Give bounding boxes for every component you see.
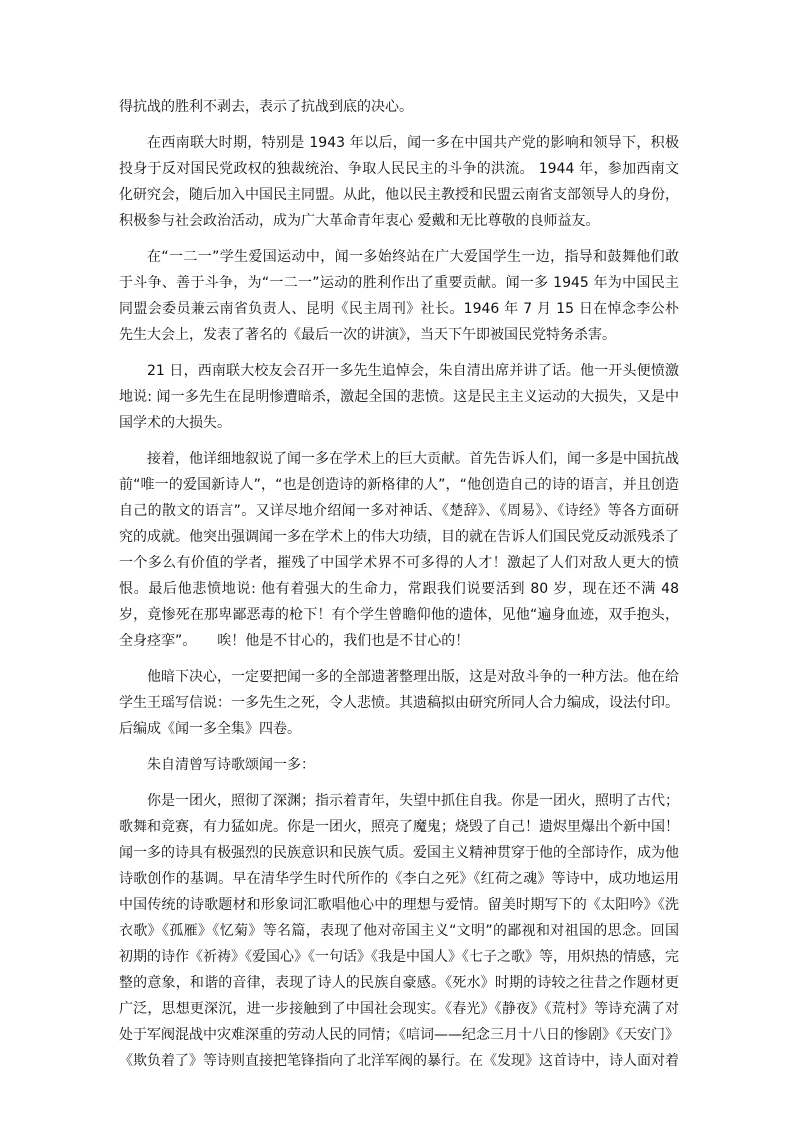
paragraph-complete-works: 他暗下决心，一定要把闻一多的全部遗著整理出版，这是对敌斗争的一种方法。他在给学生王瑶写信说：一多先生之死，令人悲愤。其遗稿拟由研究所同人合力编成，设法付印。后编成《闻一多全集》四卷。 (119, 669, 679, 737)
paragraph-poem-intro: 朱自清曾写诗歌颂闻一多： (147, 757, 315, 773)
paragraph-december-first-movement: 在“一二一”学生爱国运动中，闻一多始终站在广大爱国学生一边，指导和鼓舞他们敢于斗争、善于斗争，为“一二一”运动的胜利作出了重要贡献。闻一多 1945 年为中国民主同盟会委员兼云南省负责人、昆明《民主周刊》社长。1946 年 7 月 15 日在悼念李公朴先生大会上，发表了著名的《最后一次的讲演》，当天下午即被国民党特务杀害。 (119, 249, 679, 343)
document-body (119, 94, 679, 1084)
paragraph-southwest-associated-university: 在西南联大时期，特别是 1943 年以后，闻一多在中国共产党的影响和领导下，积极投身于反对国民党政权的独裁统治、争取人民民主的斗争的洪流。 1944 年，参加西南文化研究会，随后加入中国民主同盟。从此，他以民主教授和民盟云南省支部领导人的身份，积极参与社会政治活动，成为广大革命青年衷心 爱戴和无比尊敬的良师益友。 (119, 135, 679, 229)
paragraph-academic-contributions: 接着，他详细地叙说了闻一多在学术上的巨大贡献。首先告诉人们，闻一多是中国抗战前“唯一的爱国新诗人”，“也是创造诗的新格律的人”，“他创造自己的诗的语言，并且创造自己的散文的语言”。又详尽地介绍闻一多对神话、《楚辞》、《周易》、《诗经》等各方面研究的成就。他突出强调闻一多在学术上的伟大功绩，目的就在告诉人们国民党反动派残杀了一个多么有价值的学者，摧残了中国学术界不可多得的人才！激起了人们对敌人更大的愤恨。最后他悲愤地说: 他有着强大的生命力，常跟我们说要活到 80 岁，现在还不满 48 岁，竟惨死在那卑鄙恶毒的枪下！有个学生曾瞻仰他的遗体，见他“遍身血迹，双手抱头，全身痉挛”。 唉！他是不甘心的，我们也是不甘心的！ (119, 451, 679, 649)
paragraph-memorial-meeting: 21 日，西南联大校友会召开一多先生追悼会，朱自清出席并讲了话。他一开头便愤激地说: 闻一多先生在昆明惨遭暗杀，激起全国的悲愤。这是民主主义运动的大损失，又是中国学术的大损失。 (119, 363, 679, 431)
paragraph-continuation: 得抗战的胜利不剥去，表示了抗战到底的决心。 (119, 99, 413, 115)
paragraph-poem-and-analysis: 你是一团火，照彻了深渊；指示着青年，失望中抓住自我。你是一团火，照明了古代；歌舞和竞赛，有力猛如虎。你是一团火，照亮了魔鬼；烧毁了自己！遗烬里爆出个新中国！闻一多的诗具有极强烈的民族意识和民族气质。爱国主义精神贯穿于他的全部诗作，成为他诗歌创作的基调。早在清华学生时代所作的《李白之死》《红荷之魂》等诗中，成功地运用中国传统的诗歌题材和形象词汇歌唱他心中的理想与爱情。留美时期写下的《太阳吟》《洗衣歌》《孤雁》《忆菊》等名篇，表现了他对帝国主义“文明”的鄙视和对祖国的思念。回国初期的诗作《祈祷》《爱国心》《一句话》《我是中国人》《七子之歌》等，用炽热的情感，完整的意象，和谐的音律，表现了诗人的民族自豪感。《死水》时期的诗较之往昔之作题材更广泛，思想更深沉，进一步接触到了中国社会现实。《春光》《静夜》《荒村》等诗充满了对处于军阀混战中灾难深重的劳动人民的同情；《唁词——纪念三月十八日的惨剧》《天安门》《欺负着了》等诗则直接把笔锋指向了北洋军阀的暴行。在《发现》这首诗中，诗人面对着 (119, 793, 679, 1069)
